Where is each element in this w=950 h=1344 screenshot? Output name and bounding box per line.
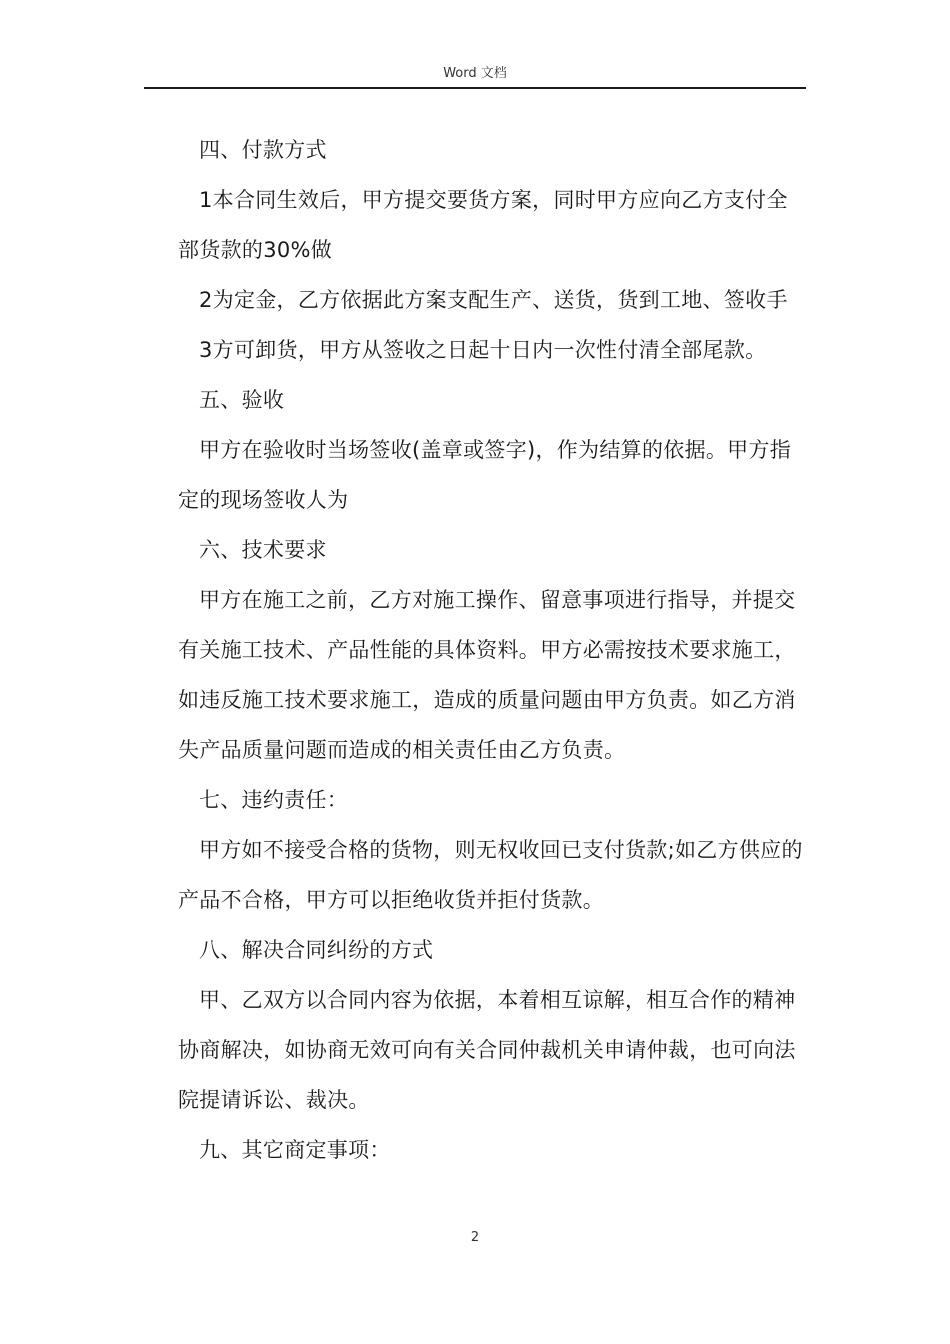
paragraph-liability: 甲方如不接受合格的货物，则无权收回已支付货款;如乙方供应的产品不合格，甲方可以拒绝收货并拒付货款。 <box>178 838 803 912</box>
page-header-title: Word 文档 <box>443 66 507 81</box>
document-body <box>178 125 808 1175</box>
paragraph-payment-2: 2为定金，乙方依据此方案支配生产、送货，货到工地、签收手 <box>199 288 788 312</box>
page-number: 2 <box>470 1230 480 1245</box>
section-heading-disputes: 八、解决合同纠纷的方式 <box>199 938 434 962</box>
paragraph-payment-1: 1本合同生效后，甲方提交要货方案，同时甲方应向乙方支付全部货款的30%做 <box>178 188 788 262</box>
section-heading-acceptance: 五、验收 <box>199 388 285 412</box>
section-heading-technical: 六、技术要求 <box>199 538 327 562</box>
header-divider <box>144 87 806 89</box>
section-heading-other: 九、其它商定事项： <box>199 1138 391 1162</box>
paragraph-disputes: 甲、乙双方以合同内容为依据，本着相互谅解，相互合作的精神协商解决，如协商无效可向有关合同仲裁机关申请仲裁，也可向法院提请诉讼、裁决。 <box>178 988 796 1112</box>
paragraph-technical: 甲方在施工之前，乙方对施工操作、留意事项进行指导，并提交有关施工技术、产品性能的具体资料。甲方必需按技术要求施工，如违反施工技术要求施工，造成的质量问题由甲方负责。如乙方消失产品质量问题而造成的相关责任由乙方负责。 <box>178 588 796 762</box>
section-heading-liability: 七、违约责任： <box>199 788 349 812</box>
paragraph-payment-3: 3方可卸货，甲方从签收之日起十日内一次性付清全部尾款。 <box>199 338 767 362</box>
paragraph-acceptance: 甲方在验收时当场签收(盖章或签字)，作为结算的依据。甲方指定的现场签收人为 <box>178 438 792 512</box>
section-heading-payment: 四、付款方式 <box>199 138 327 162</box>
